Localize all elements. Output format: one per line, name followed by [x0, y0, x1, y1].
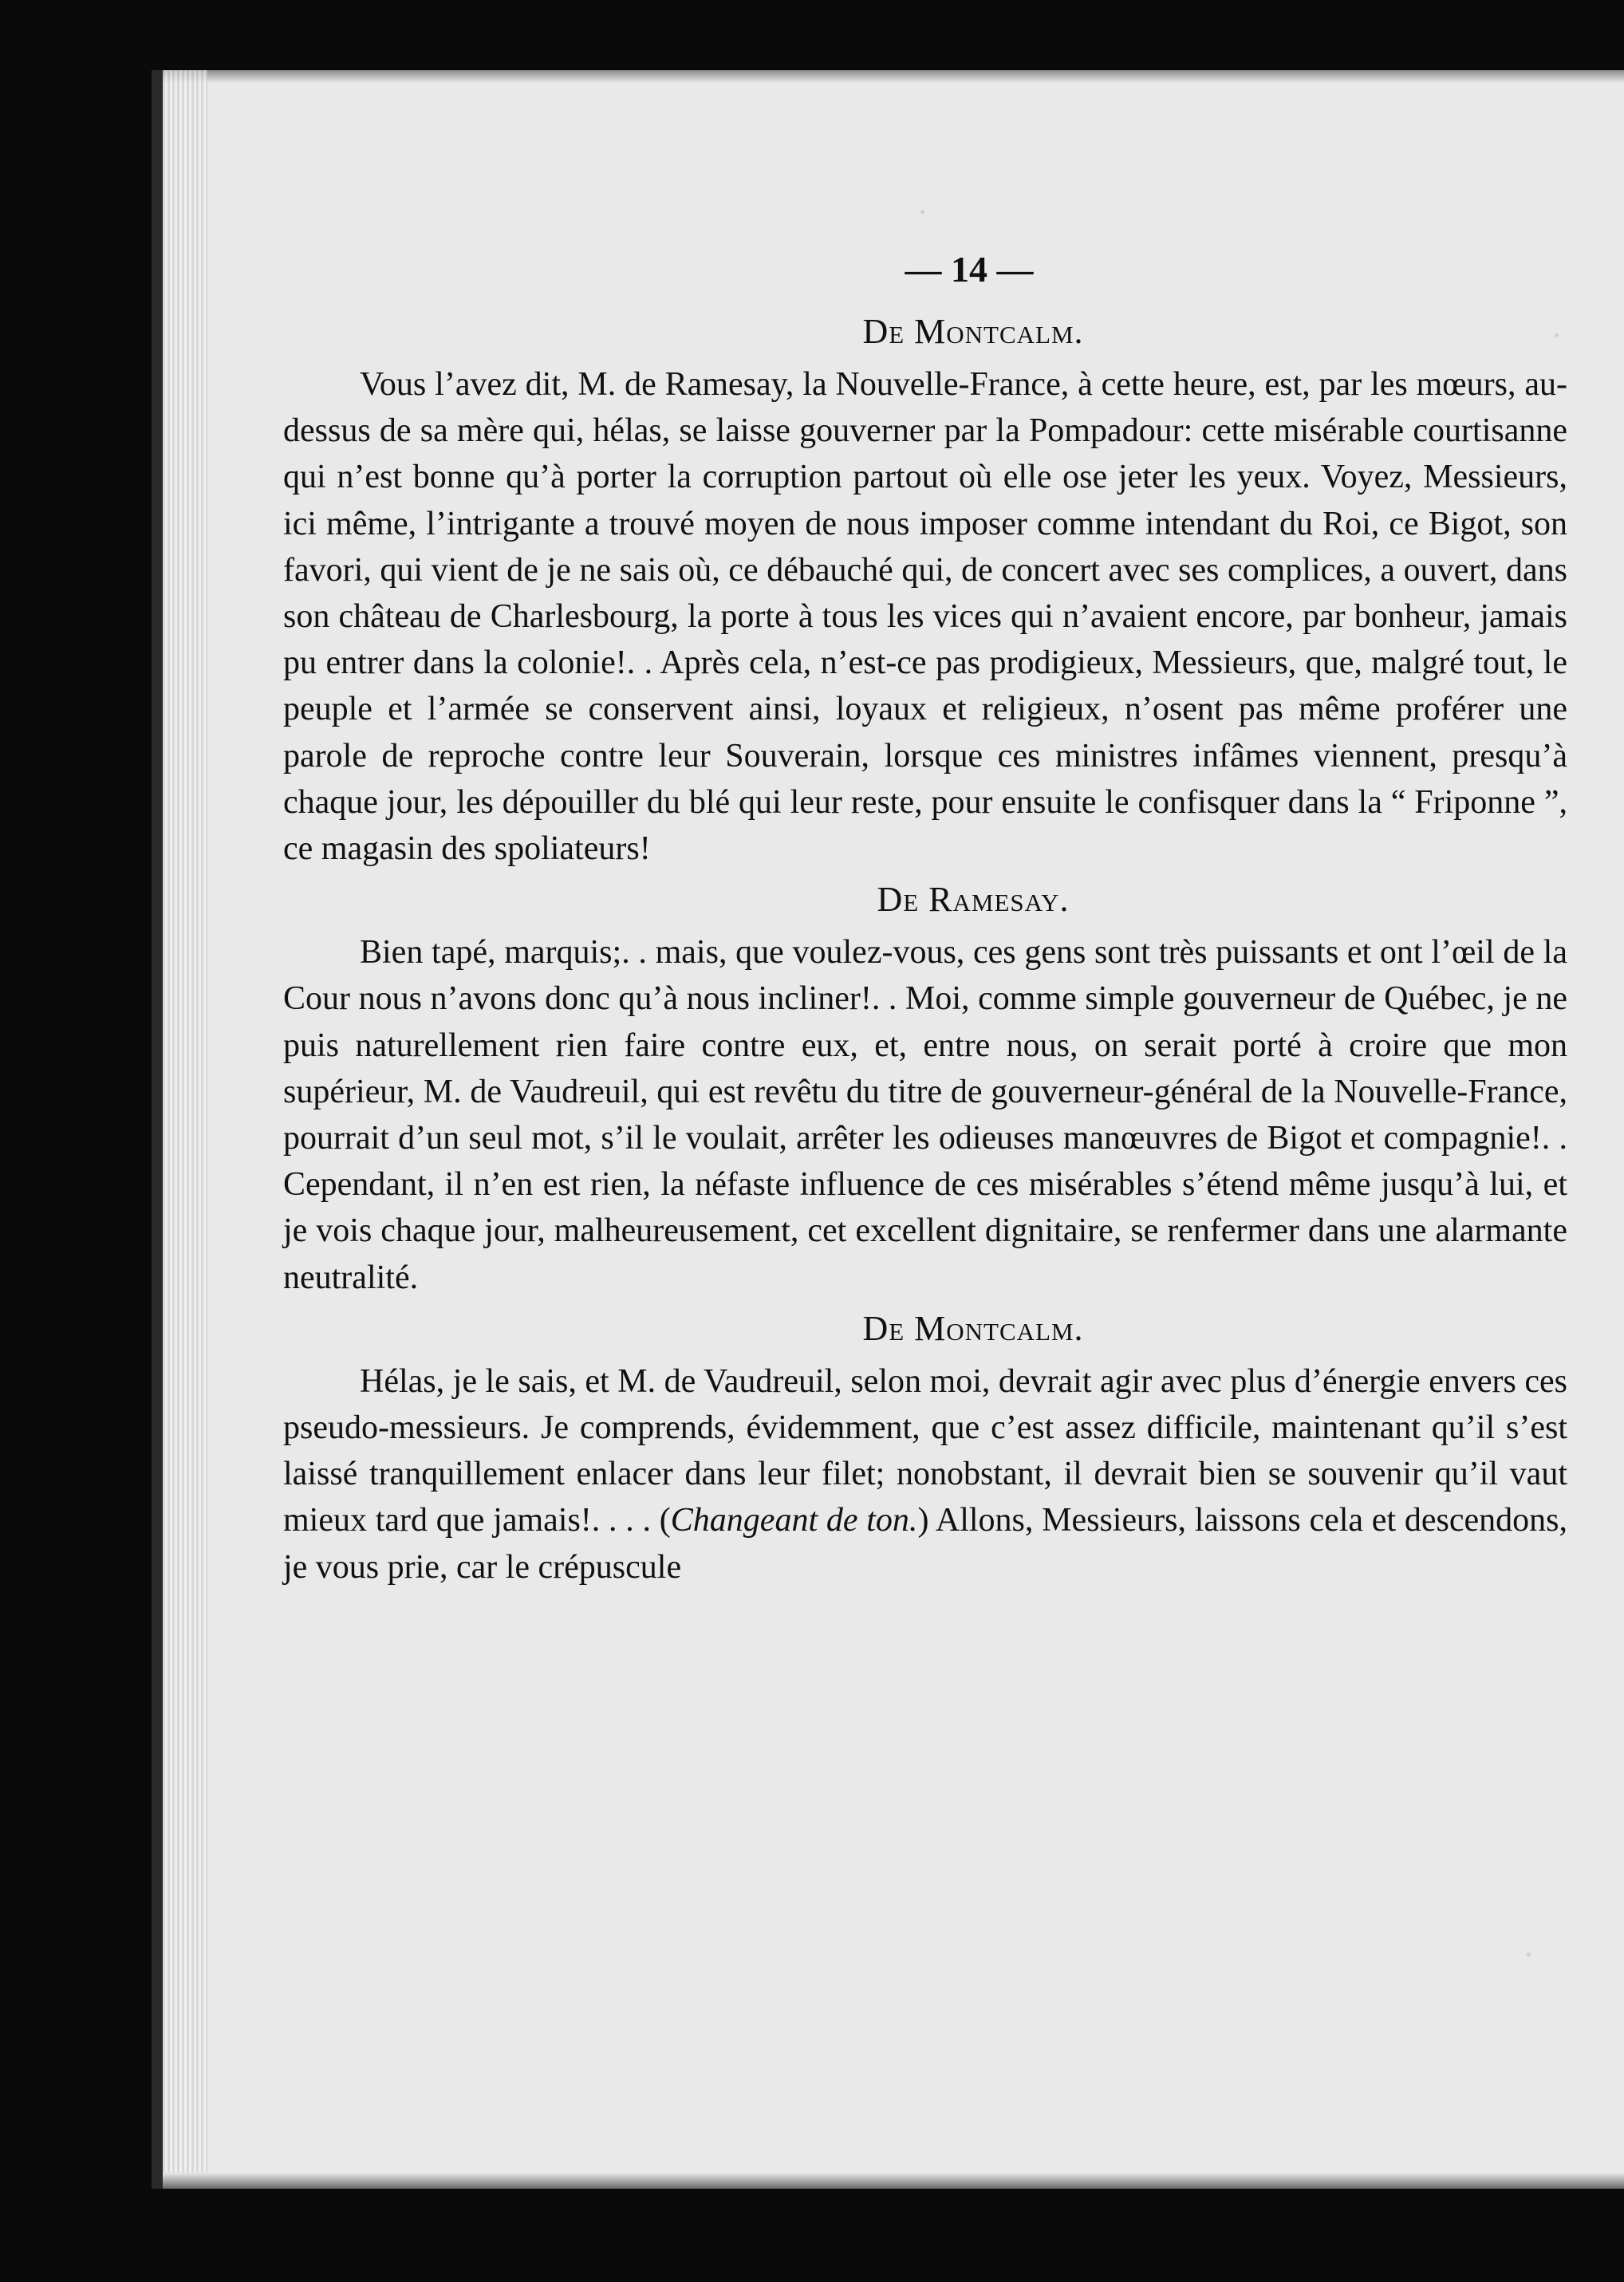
stage-direction: Changeant de ton. [670, 1502, 918, 1539]
speaker-heading: De Montcalm. [862, 1308, 1084, 1348]
speech-text: ) Allons, Messieurs, laissons cela et descendons, je vous prie, car le crépuscule [283, 1502, 1567, 1586]
speaker-heading: De Ramesay. [877, 880, 1070, 920]
page-text [283, 245, 1567, 1595]
speck [920, 210, 924, 214]
page-gutter [163, 70, 207, 2189]
speech-text: Hélas, je le sais, et M. de Vaudreuil, selon moi, devrait agir avec plus d’énergie envers ces pseudo-messieurs. Je comprends, évidemment, que c’est assez difficile, maintenant qu’il s’est laissé tranquillement enlacer dans leur filet; nonobstant, il devrait bien se souvenir qu’il vaut mieux tard que jamais!. . . . ( [283, 1362, 1567, 1539]
speech-paragraph: Vous l’avez dit, M. de Ramesay, la Nouvelle-France, à cette heure, est, par les mœurs, au-dessus de sa mère qui, hélas, se laisse gouverner par la Pompadour: cette misérable courtisanne qui n’est bonne qu’à porter la corruption partout où elle ose jeter les yeux. Voyez, Messieurs, ici même, l’intrigante a trouvé moyen de nous imposer comme intendant du Roi, ce Bigot, son favori, qui vient de je ne sais où, ce débauché qui, de concert avec ses complices, a ouvert, dans son château de Charlesbourg, la porte à tous les vices qui n’avaient encore, par bonheur, jamais pu entrer dans la colonie!. . Après cela, n’est-ce pas prodigieux, Messieurs, que, malgré tout, le peuple et l’armée se conservent ainsi, loyaux et religieux, n’osent pas même proférer une parole de reproche contre leur Souverain, lorsque ces ministres infâmes viennent, presqu’à chaque jour, les dépouiller du blé qui leur reste, pour ensuite le confisquer dans la “ Friponne ”, ce magasin des spoliateurs! [283, 366, 1567, 868]
speech-paragraph: Bien tapé, marquis;. . mais, que voulez-vous, ces gens sont très puissants et ont l’œil de la Cour nous n’avons donc qu’à nous incliner!. . Moi, comme simple gouverneur de Québec, je ne puis naturellement rien faire contre eux, et, entre nous, on serait porté à croire que mon supérieur, M. de Vaudreuil, qui est revêtu du titre de gouverneur-général de la Nouvelle-France, pourrait d’un seul mot, s’il le voulait, arrêter les odieuses manœuvres de Bigot et compagnie!. . Cependant, il n’en est rien, la néfaste influence de ces misérables s’étend même jusqu’à lui, et je vois chaque jour, malheureusement, cet excellent dignitaire, se renfermer dans une alarmante neutralité. [283, 934, 1567, 1296]
page-number: — 14 — [905, 249, 1034, 290]
page-bottom-edge [163, 2173, 1624, 2189]
speaker-heading: De Montcalm. [862, 312, 1084, 351]
page-top-edge [163, 70, 1624, 83]
speech-paragraph [283, 1358, 1567, 1590]
speck [1527, 1953, 1531, 1957]
